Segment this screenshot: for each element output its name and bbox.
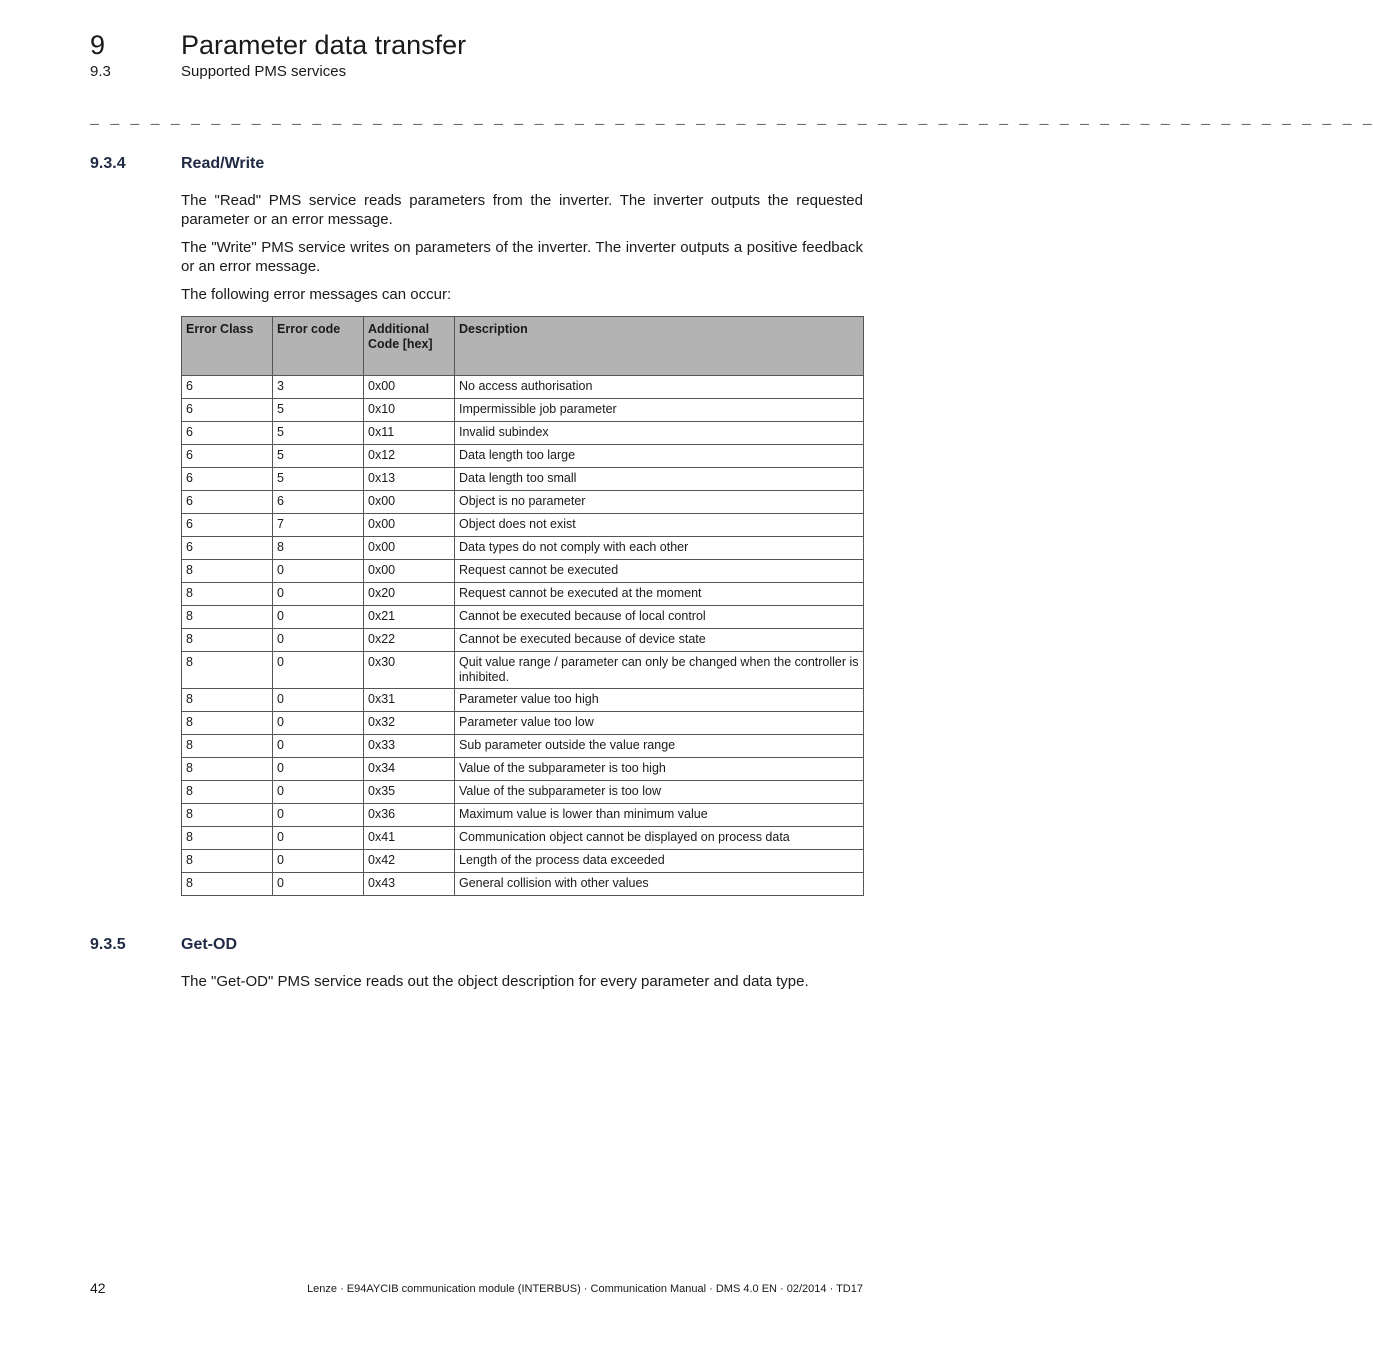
table-row [182, 468, 864, 491]
cell-error-class: 8 [182, 781, 273, 804]
cell-error-code: 5 [273, 445, 364, 468]
cell-description: Cannot be executed because of device state [455, 629, 864, 652]
cell-error-class: 8 [182, 629, 273, 652]
get-od-heading-number: 9.3.5 [90, 936, 126, 953]
cell-additional-code: 0x00 [364, 537, 455, 560]
cell-additional-code: 0x00 [364, 491, 455, 514]
table-row [182, 629, 864, 652]
cell-error-class: 8 [182, 735, 273, 758]
cell-additional-code: 0x12 [364, 445, 455, 468]
table-row [182, 445, 864, 468]
cell-error-class: 6 [182, 491, 273, 514]
column-header-additional-code: Additional Code [hex] [364, 317, 455, 376]
cell-additional-code: 0x13 [364, 468, 455, 491]
cell-error-code: 0 [273, 712, 364, 735]
error-messages-table [181, 316, 864, 896]
table-row [182, 606, 864, 629]
cell-additional-code: 0x31 [364, 689, 455, 712]
read-paragraph: The "Read" PMS service reads parameters from the inverter. The inverter outputs the requested parameter or an error message. [181, 192, 863, 228]
cell-error-code: 0 [273, 827, 364, 850]
cell-description: Maximum value is lower than minimum value [455, 804, 864, 827]
table-row [182, 689, 864, 712]
section-number: 9.3 [90, 63, 111, 80]
cell-description: Cannot be executed because of local control [455, 606, 864, 629]
cell-error-class: 8 [182, 758, 273, 781]
table-row [182, 583, 864, 606]
cell-error-code: 5 [273, 422, 364, 445]
cell-error-code: 0 [273, 804, 364, 827]
section-title: Supported PMS services [181, 63, 347, 80]
table-row [182, 422, 864, 445]
table-row [182, 804, 864, 827]
cell-additional-code: 0x21 [364, 606, 455, 629]
cell-error-class: 6 [182, 376, 273, 399]
cell-description: Invalid subindex [455, 422, 864, 445]
cell-error-class: 6 [182, 537, 273, 560]
cell-error-class: 8 [182, 804, 273, 827]
cell-error-class: 8 [182, 850, 273, 873]
cell-description: Object does not exist [455, 514, 864, 537]
table-row [182, 537, 864, 560]
cell-description: Request cannot be executed at the moment [455, 583, 864, 606]
cell-description: Parameter value too low [455, 712, 864, 735]
table-row [182, 712, 864, 735]
cell-error-class: 6 [182, 399, 273, 422]
cell-description: Quit value range / parameter can only be changed when the controller is inhibited. [455, 652, 864, 689]
column-header-description: Description [455, 317, 864, 376]
table-row [182, 491, 864, 514]
cell-error-code: 0 [273, 850, 364, 873]
read-write-heading-title: Read/Write [181, 155, 265, 172]
cell-error-code: 0 [273, 629, 364, 652]
cell-error-code: 3 [273, 376, 364, 399]
cell-description: Value of the subparameter is too high [455, 758, 864, 781]
cell-additional-code: 0x34 [364, 758, 455, 781]
cell-description: Communication object cannot be displayed on process data [455, 827, 864, 850]
column-header-error-class: Error Class [182, 317, 273, 376]
table-row [182, 376, 864, 399]
read-write-heading-number: 9.3.4 [90, 155, 126, 172]
cell-additional-code: 0x10 [364, 399, 455, 422]
cell-description: Data types do not comply with each other [455, 537, 864, 560]
cell-description: Sub parameter outside the value range [455, 735, 864, 758]
cell-error-class: 6 [182, 514, 273, 537]
cell-error-class: 8 [182, 827, 273, 850]
cell-description: Length of the process data exceeded [455, 850, 864, 873]
get-od-heading-title: Get-OD [181, 936, 237, 953]
cell-error-code: 0 [273, 781, 364, 804]
chapter-number: 9 [90, 30, 106, 60]
table-row [182, 781, 864, 804]
get-od-paragraph: The "Get-OD" PMS service reads out the object description for every parameter and data type. [181, 973, 809, 990]
cell-error-code: 0 [273, 583, 364, 606]
cell-description: Impermissible job parameter [455, 399, 864, 422]
cell-description: Value of the subparameter is too low [455, 781, 864, 804]
cell-error-code: 5 [273, 468, 364, 491]
cell-error-code: 6 [273, 491, 364, 514]
cell-additional-code: 0x11 [364, 422, 455, 445]
cell-error-class: 6 [182, 468, 273, 491]
cell-error-code: 7 [273, 514, 364, 537]
table-row [182, 399, 864, 422]
footer-document-info: Lenze · E94AYCIB communication module (INTERBUS) · Communication Manual · DMS 4.0 EN · 02/2014 · TD17 [307, 1283, 863, 1295]
cell-additional-code: 0x20 [364, 583, 455, 606]
page-number: 42 [90, 1280, 106, 1296]
cell-error-class: 8 [182, 652, 273, 689]
cell-error-class: 8 [182, 689, 273, 712]
cell-additional-code: 0x41 [364, 827, 455, 850]
column-header-error-code: Error code [273, 317, 364, 376]
cell-error-class: 6 [182, 445, 273, 468]
table-row [182, 735, 864, 758]
cell-error-code: 0 [273, 652, 364, 689]
write-paragraph: The "Write" PMS service writes on parameters of the inverter. The inverter outputs a positive feedback or an error message. [181, 239, 863, 275]
table-header-row [182, 317, 864, 376]
table-row [182, 850, 864, 873]
cell-error-code: 0 [273, 735, 364, 758]
cell-error-class: 8 [182, 873, 273, 896]
chapter-title: Parameter data transfer [181, 30, 467, 60]
cell-error-code: 5 [273, 399, 364, 422]
cell-description: General collision with other values [455, 873, 864, 896]
table-row [182, 560, 864, 583]
cell-additional-code: 0x00 [364, 376, 455, 399]
cell-additional-code: 0x30 [364, 652, 455, 689]
cell-error-class: 8 [182, 560, 273, 583]
cell-description: Object is no parameter [455, 491, 864, 514]
cell-error-code: 0 [273, 873, 364, 896]
cell-error-code: 0 [273, 606, 364, 629]
cell-error-class: 8 [182, 606, 273, 629]
cell-additional-code: 0x33 [364, 735, 455, 758]
cell-additional-code: 0x00 [364, 514, 455, 537]
table-row [182, 827, 864, 850]
cell-description: Data length too large [455, 445, 864, 468]
cell-description: Data length too small [455, 468, 864, 491]
cell-additional-code: 0x42 [364, 850, 455, 873]
cell-additional-code: 0x00 [364, 560, 455, 583]
cell-additional-code: 0x35 [364, 781, 455, 804]
cell-additional-code: 0x43 [364, 873, 455, 896]
header-separator: _ _ _ _ _ _ _ _ _ _ _ _ _ _ _ _ _ _ _ _ _ _ _ _ _ _ _ _ _ _ _ _ _ _ _ _ _ _ _ _ _ _ _ _ _ _ _ _ _ _ _ _ _ _ _ _ _ _ _ _ _ _ _ _ [90, 111, 1373, 128]
error-intro-paragraph: The following error messages can occur: [181, 286, 452, 303]
cell-additional-code: 0x22 [364, 629, 455, 652]
cell-error-class: 8 [182, 583, 273, 606]
cell-description: Parameter value too high [455, 689, 864, 712]
cell-additional-code: 0x36 [364, 804, 455, 827]
cell-error-class: 8 [182, 712, 273, 735]
table-row [182, 758, 864, 781]
cell-description: No access authorisation [455, 376, 864, 399]
cell-error-code: 0 [273, 689, 364, 712]
cell-additional-code: 0x32 [364, 712, 455, 735]
table-body [182, 376, 864, 896]
table-row [182, 514, 864, 537]
table-row [182, 873, 864, 896]
cell-error-code: 8 [273, 537, 364, 560]
table-row [182, 652, 864, 689]
cell-error-class: 6 [182, 422, 273, 445]
cell-description: Request cannot be executed [455, 560, 864, 583]
cell-error-code: 0 [273, 560, 364, 583]
cell-error-code: 0 [273, 758, 364, 781]
